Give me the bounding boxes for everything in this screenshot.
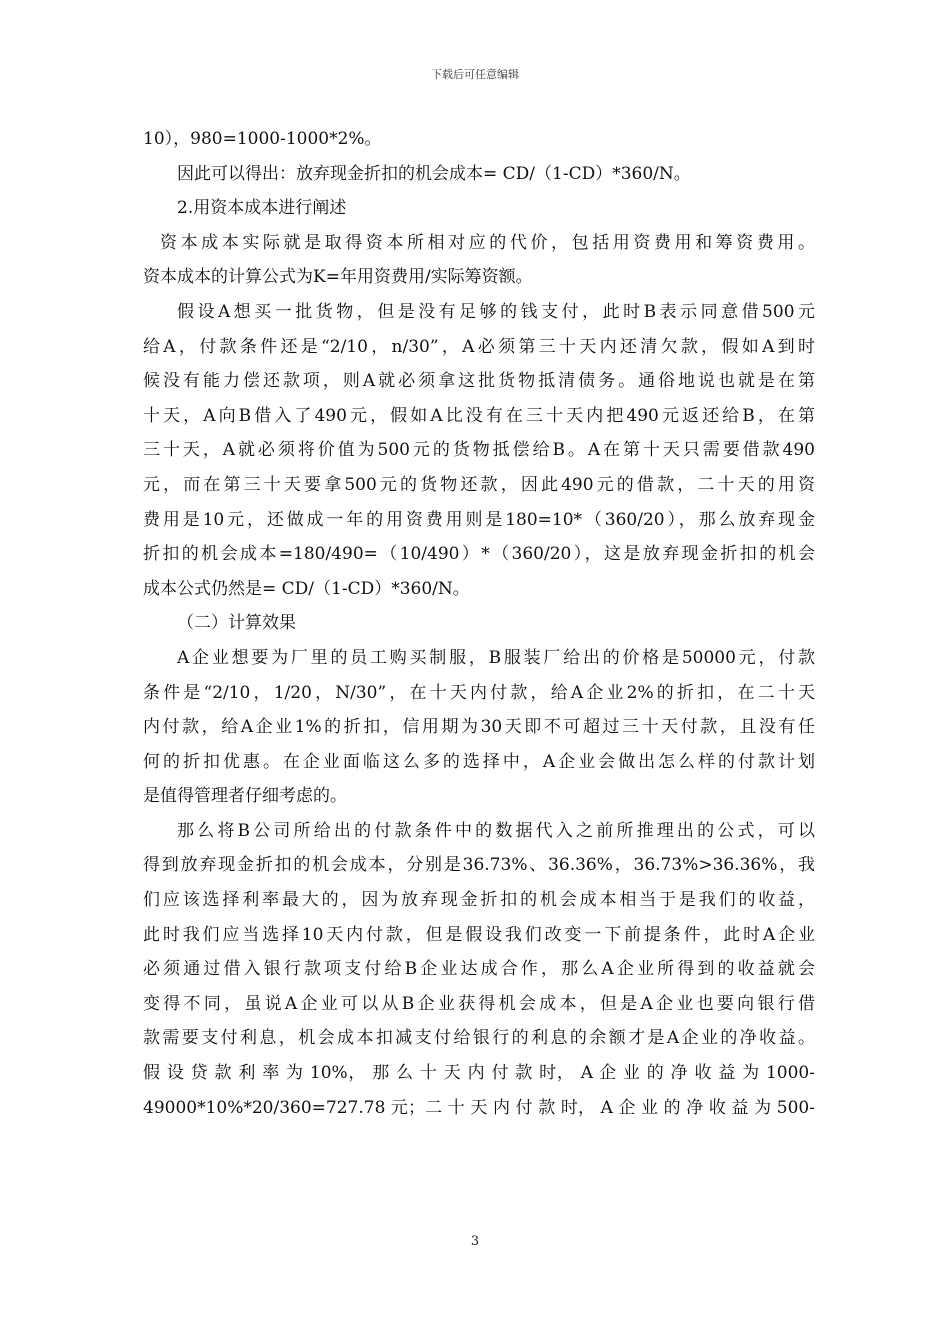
paragraph-line: 费用是10元，还做成一年的用资费用则是180=10*（360/20），那么放弃现金 — [143, 509, 815, 530]
paragraph-line: 10），980=1000-1000*2%。 — [143, 129, 382, 149]
paragraph-line: 何的折扣优惠。在企业面临这么多的选择中，A企业会做出怎么样的付款计划 — [143, 751, 815, 772]
paragraph-line: 给A，付款条件还是“2/10，n/30”，A必须第三十天内还清欠款，假如A到时 — [143, 336, 815, 357]
paragraph-line: 们应该选择利率最大的，因为放弃现金折扣的机会成本相当于是我们的收益， — [143, 890, 815, 911]
paragraph-line: 假 设 贷 款 利 率 为 10%， 那 么 十 天 内 付 款 时， A 企 业 的 净 收 益 为 1000- — [143, 1063, 815, 1084]
body-text — [143, 122, 815, 1125]
paragraph-line: 假设A想买一批货物，但是没有足够的钱支付，此时B表示同意借500元 — [177, 301, 815, 322]
page-header: 下载后可任意编辑 — [431, 68, 519, 81]
paragraph-line: 候没有能力偿还款项，则A就必须拿这批货物抵清债务。通俗地说也就是在第 — [143, 371, 815, 392]
paragraph-line: 资本成本的计算公式为K=年用资费用/实际筹资额。 — [143, 267, 533, 288]
paragraph-line: 那么将B公司所给出的付款条件中的数据代入之前所推理出的公式，可以 — [177, 820, 815, 841]
paragraph-line: 资本成本实际就是取得资本所相对应的代价，包括用资费用和筹资费用。 — [160, 232, 815, 253]
section-heading: （二）计算效果 — [177, 613, 296, 634]
section-heading: 2.用资本成本进行阐述 — [177, 198, 347, 219]
page-number: 3 — [470, 1234, 480, 1249]
paragraph-line: 折扣的机会成本=180/490=（10/490）*（360/20），这是放弃现金折扣的机会 — [143, 544, 815, 565]
paragraph-line: 条件是“2/10，1/20，N/30”，在十天内付款，给A企业2%的折扣，在二十天 — [143, 682, 815, 703]
paragraph-line: 此时我们应当选择10天内付款，但是假设我们改变一下前提条件，此时A企业 — [143, 924, 815, 945]
paragraph-line: 三十天，A就必须将价值为500元的货物抵偿给B。A在第十天只需要借款490 — [143, 440, 815, 461]
paragraph-line: 变得不同，虽说A企业可以从B企业获得机会成本，但是A企业也要向银行借 — [143, 993, 815, 1014]
paragraph-line: 是值得管理者仔细考虑的。 — [143, 786, 347, 807]
paragraph-line: A企业想要为厂里的员工购买制服，B服装厂给出的价格是50000元，付款 — [177, 647, 815, 668]
paragraph-line: 内付款，给A企业1%的折扣，信用期为30天即不可超过三十天付款，且没有任 — [143, 717, 815, 738]
paragraph-line: 必须通过借入银行款项支付给B企业达成合作，那么A企业所得到的收益就会 — [143, 959, 815, 980]
paragraph-line: 款需要支付利息，机会成本扣减支付给银行的利息的余额才是A企业的净收益。 — [143, 1028, 815, 1049]
paragraph-line: 成本公式仍然是= CD/（1-CD）*360/N。 — [143, 578, 470, 599]
paragraph-line: 十天，A向B借入了490元，假如A比没有在三十天内把490元返还给B，在第 — [143, 405, 815, 426]
paragraph-line: 因此可以得出：放弃现金折扣的机会成本= CD/（1-CD）*360/N。 — [177, 163, 691, 184]
paragraph-line: 49000*10%*20/360=727.78 元；二 十 天 内 付 款 时， A 企 业 的 净 收 益 为 500- — [143, 1097, 815, 1118]
paragraph-line: 元，而在第三十天要拿500元的货物还款，因此490元的借款，二十天的用资 — [143, 474, 815, 495]
paragraph-line: 得到放弃现金折扣的机会成本，分别是36.73%、36.36%，36.73%>36.36%，我 — [143, 855, 815, 876]
